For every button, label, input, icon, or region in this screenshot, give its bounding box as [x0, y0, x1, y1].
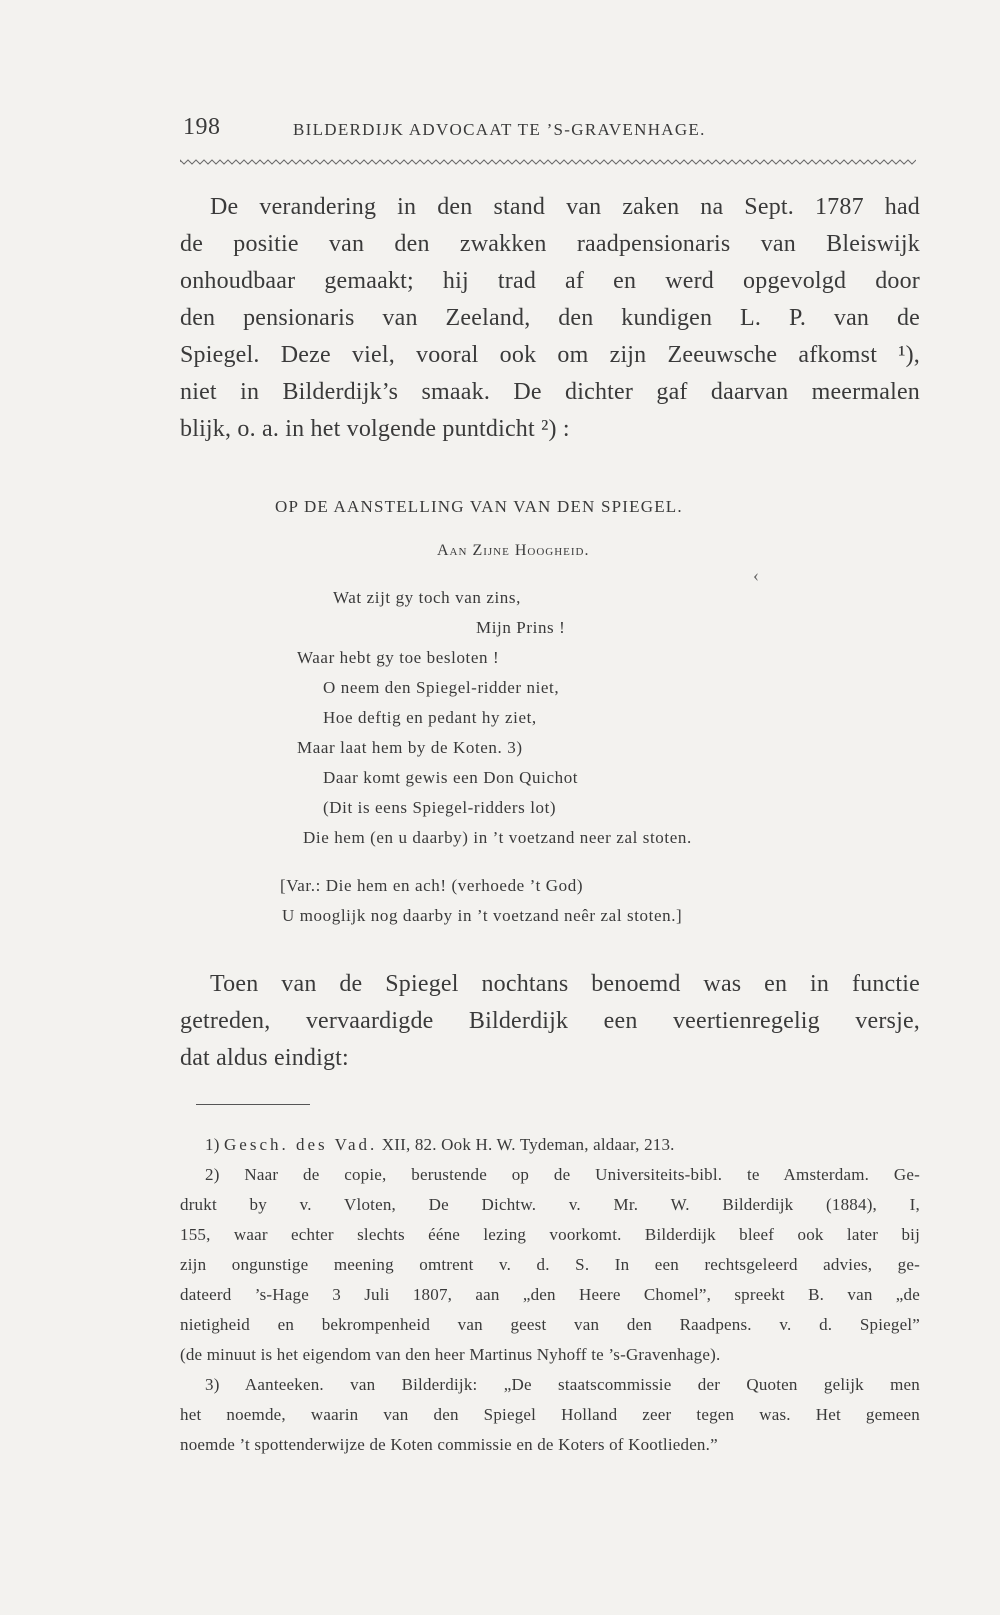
running-head-title: BILDERDIJK ADVOCAAT TE ’S-GRAVENHAGE. — [293, 120, 706, 139]
poem-variant-line: [Var.: Die hem en ach! (verhoede ’t God) — [280, 876, 584, 895]
footnote-2-line: dateerd ’s-Hage 3 Juli 1807, aan „den Heere Chomel”, spreekt B. van „de — [180, 1285, 920, 1304]
text-line: getreden, vervaardigde Bilderdijk een veertienregelig versje, — [180, 1008, 920, 1034]
footnote-3-line: noemde ’t spottenderwijze de Koten commissie en de Koters of Kootlieden.” — [180, 1435, 718, 1454]
paragraph-1 — [180, 189, 920, 448]
text-line: De verandering in den stand van zaken na Sept. 1787 had — [210, 194, 920, 220]
text-line: niet in Bilderdijk’s smaak. De dichter gaf daarvan meermalen — [180, 379, 920, 405]
poem-line: (Dit is eens Spiegel-ridders lot) — [323, 798, 557, 817]
text-line: de positie van den zwakken raadpensionaris van Bleiswijk — [180, 231, 920, 257]
decorative-wavy-rule — [180, 157, 916, 167]
poem-line: Hoe deftig en pedant hy ziet, — [323, 708, 537, 727]
poem-title: OP DE AANSTELLING VAN VAN DEN SPIEGEL. — [275, 497, 683, 516]
page-number: 198 — [183, 114, 221, 140]
footnote-2-line: drukt by v. Vloten, De Dichtw. v. Mr. W. Bilderdijk (1884), I, — [180, 1195, 920, 1214]
footnote-3-line: het noemde, waarin van den Spiegel Holland zeer tegen was. Het gemeen — [180, 1405, 920, 1424]
footnote-1-text: XII, 82. Ook H. W. Tydeman, aldaar, 213. — [381, 1135, 675, 1154]
poem-line: Die hem (en u daarby) in ’t voetzand neer zal stoten. — [303, 828, 692, 847]
footnote-2-line: nietigheid en bekrompenheid van geest van den Raadpens. v. d. Spiegel” — [180, 1315, 920, 1334]
poem-subtitle: Aan Zijne Hoogheid. — [437, 542, 590, 559]
footnote-2-line: zijn ongunstige meening omtrent v. d. S. In een rechtsgeleerd advies, ge- — [180, 1255, 920, 1274]
paragraph-2 — [180, 966, 920, 1077]
text-line: blijk, o. a. in het volgende puntdicht ²) : — [180, 416, 570, 442]
text-line: dat aldus eindigt: — [180, 1045, 349, 1071]
poem-line: O neem den Spiegel-ridder niet, — [323, 678, 560, 697]
poem-line: Maar laat hem by de Koten. 3) — [297, 738, 523, 757]
poem-variant-line: U mooglijk nog daarby in ’t voetzand neêr zal stoten.] — [282, 906, 683, 925]
text-line: den pensionaris van Zeeland, den kundigen L. P. van de — [180, 305, 920, 331]
running-head — [183, 114, 913, 148]
footnotes — [180, 1130, 920, 1460]
footnote-2-line: 2) Naar de copie, berustende op de Universiteits-bibl. te Amsterdam. Ge- — [205, 1165, 920, 1184]
text-line: onhoudbaar gemaakt; hij trad af en werd opgevolgd door — [180, 268, 920, 294]
footnote-1-number: 1) — [205, 1135, 220, 1154]
poem-line: Wat zijt gy toch van zins, — [333, 588, 521, 607]
footnote-3-line: 3) Aanteeken. van Bilderdijk: „De staatscommissie der Quoten gelijk men — [205, 1375, 920, 1394]
poem-line: Mijn Prins ! — [476, 618, 566, 637]
footnote-2-line: (de minuut is het eigendom van den heer Martinus Nyhoff te ’s-Gravenhage). — [180, 1345, 721, 1364]
text-line: Spiegel. Deze viel, vooral ook om zijn Zeeuwsche afkomst ¹), — [180, 342, 920, 368]
footnote-1 — [180, 1130, 920, 1160]
printing-mark: ‹ — [753, 565, 759, 585]
text-line: Toen van de Spiegel nochtans benoemd was en in functie — [210, 971, 920, 997]
footnote-separator — [196, 1104, 310, 1105]
footnote-1-source: Gesch. des Vad. — [224, 1135, 378, 1154]
poem-line: Waar hebt gy toe besloten ! — [297, 648, 500, 667]
footnote-2-line: 155, waar echter slechts ééne lezing voorkomt. Bilderdijk bleef ook later bij — [180, 1225, 920, 1244]
poem-line: Daar komt gewis een Don Quichot — [323, 768, 579, 787]
